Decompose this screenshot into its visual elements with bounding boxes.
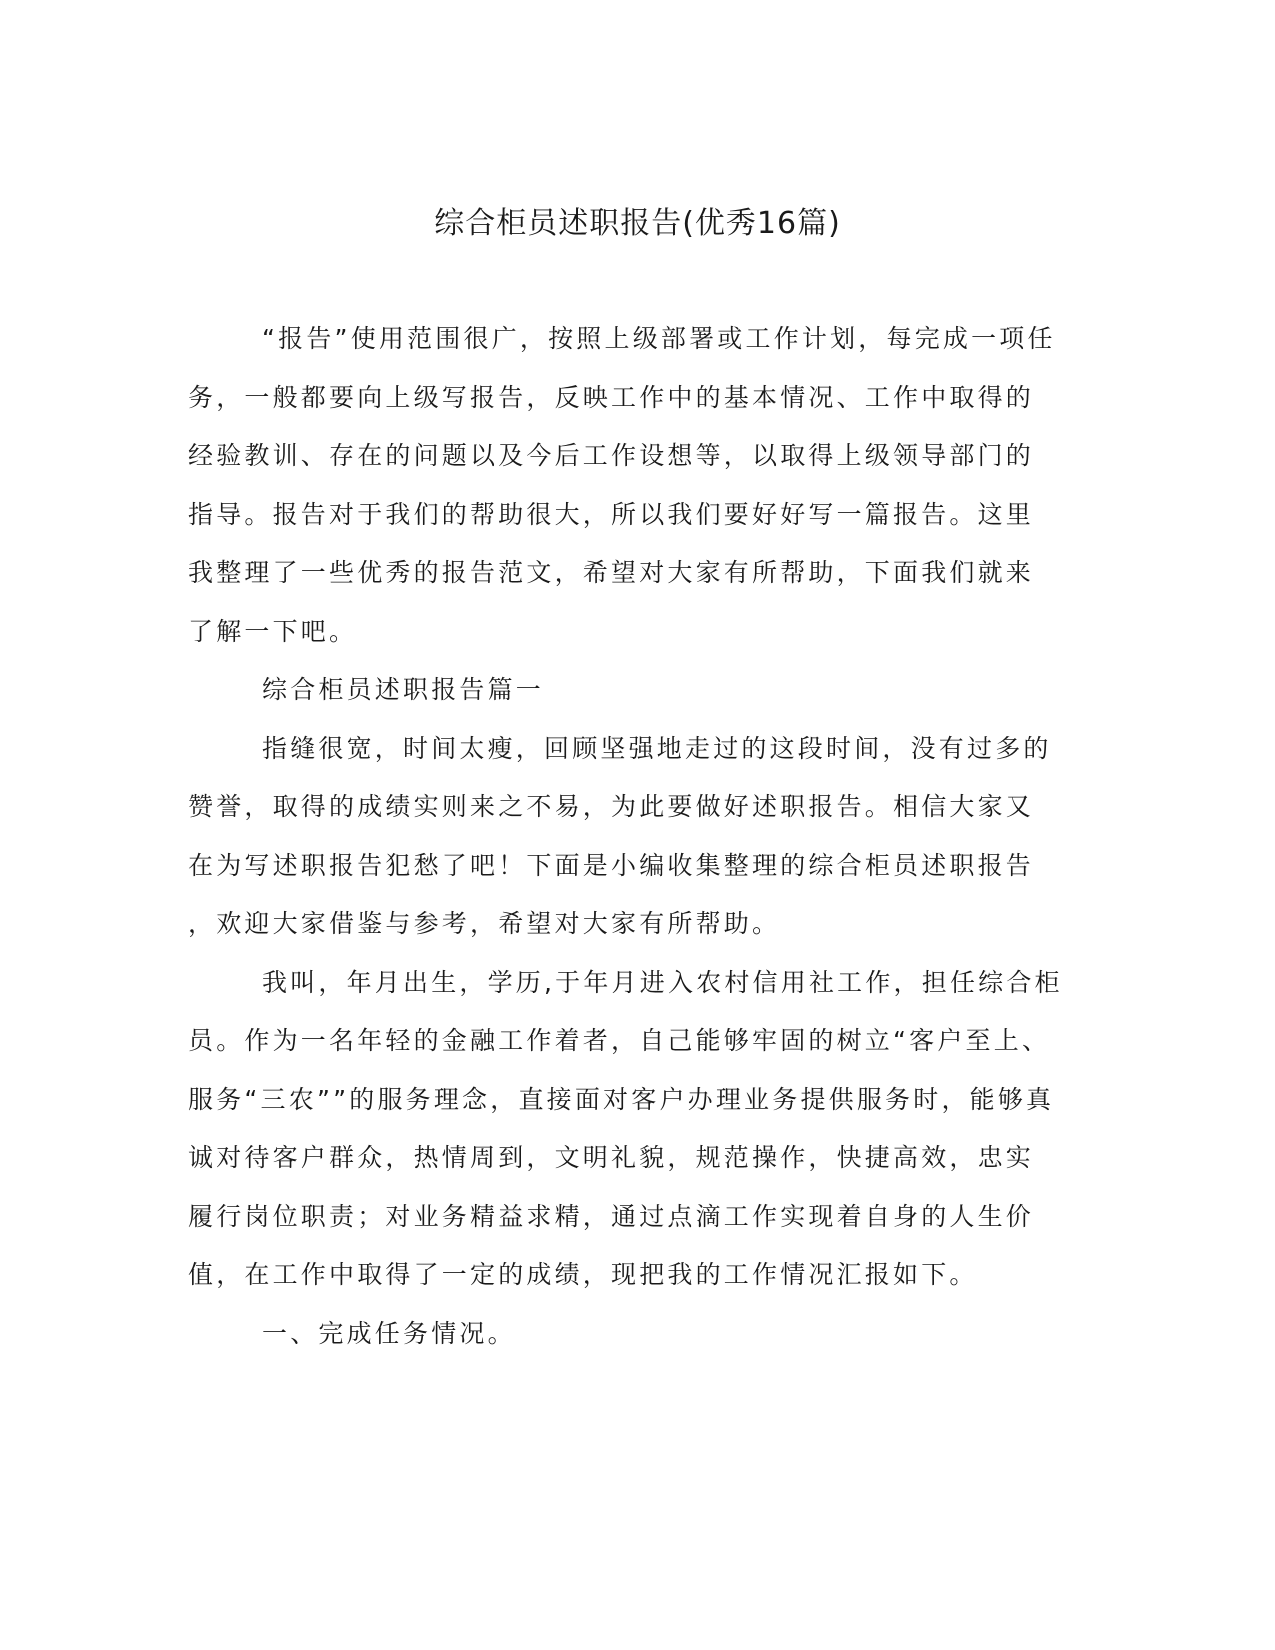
text-line: 指导。报告对于我们的帮助很大，所以我们要好好写一篇报告。这里 (188, 499, 1035, 529)
text-line: 在为写述职报告犯愁了吧！下面是小编收集整理的综合柜员述职报告 (188, 850, 1035, 880)
text-line: 值，在工作中取得了一定的成绩，现把我的工作情况汇报如下。 (188, 1260, 978, 1289)
text-line: 综合柜员述职报告篇一 (262, 675, 545, 704)
text-line: 务，一般都要向上级写报告，反映工作中的基本情况、工作中取得的 (188, 382, 1035, 412)
text-line: 履行岗位职责；对业务精益求精，通过点滴工作实现着自身的人生价 (188, 1201, 1035, 1231)
text-line: ，欢迎大家借鉴与参考，希望对大家有所帮助。 (188, 909, 781, 938)
text-line: 一、完成任务情况。 (262, 1318, 516, 1348)
text-line: 我叫，年月出生，学历,于年月进入农村信用社工作，担任综合柜 (262, 967, 1063, 997)
text-line: 服务“三农””的服务理念，直接面对客户办理业务提供服务时，能够真 (188, 1084, 1055, 1114)
text-line: 经验教训、存在的问题以及今后工作设想等，以取得上级领导部门的 (188, 441, 1035, 470)
text-line: 指缝很宽，时间太瘦，回顾坚强地走过的这段时间，没有过多的 (262, 733, 1052, 763)
text-line: “报告”使用范围很广，按照上级部署或工作计划，每完成一项任 (262, 324, 1056, 353)
text-line: 诚对待客户群众，热情周到，文明礼貌，规范操作，快捷高效，忠实 (188, 1143, 1035, 1172)
text-line: 我整理了一些优秀的报告范文，希望对大家有所帮助，下面我们就来 (188, 558, 1035, 587)
document-title: 综合柜员述职报告(优秀16篇) (434, 206, 841, 241)
document-body (188, 310, 1068, 1363)
text-line: 了解一下吧。 (188, 616, 358, 646)
text-line: 员。作为一名年轻的金融工作着者，自己能够牢固的树立“客户至上、 (188, 1026, 1051, 1055)
text-line: 赞誉，取得的成绩实则来之不易，为此要做好述职报告。相信大家又 (188, 792, 1035, 821)
